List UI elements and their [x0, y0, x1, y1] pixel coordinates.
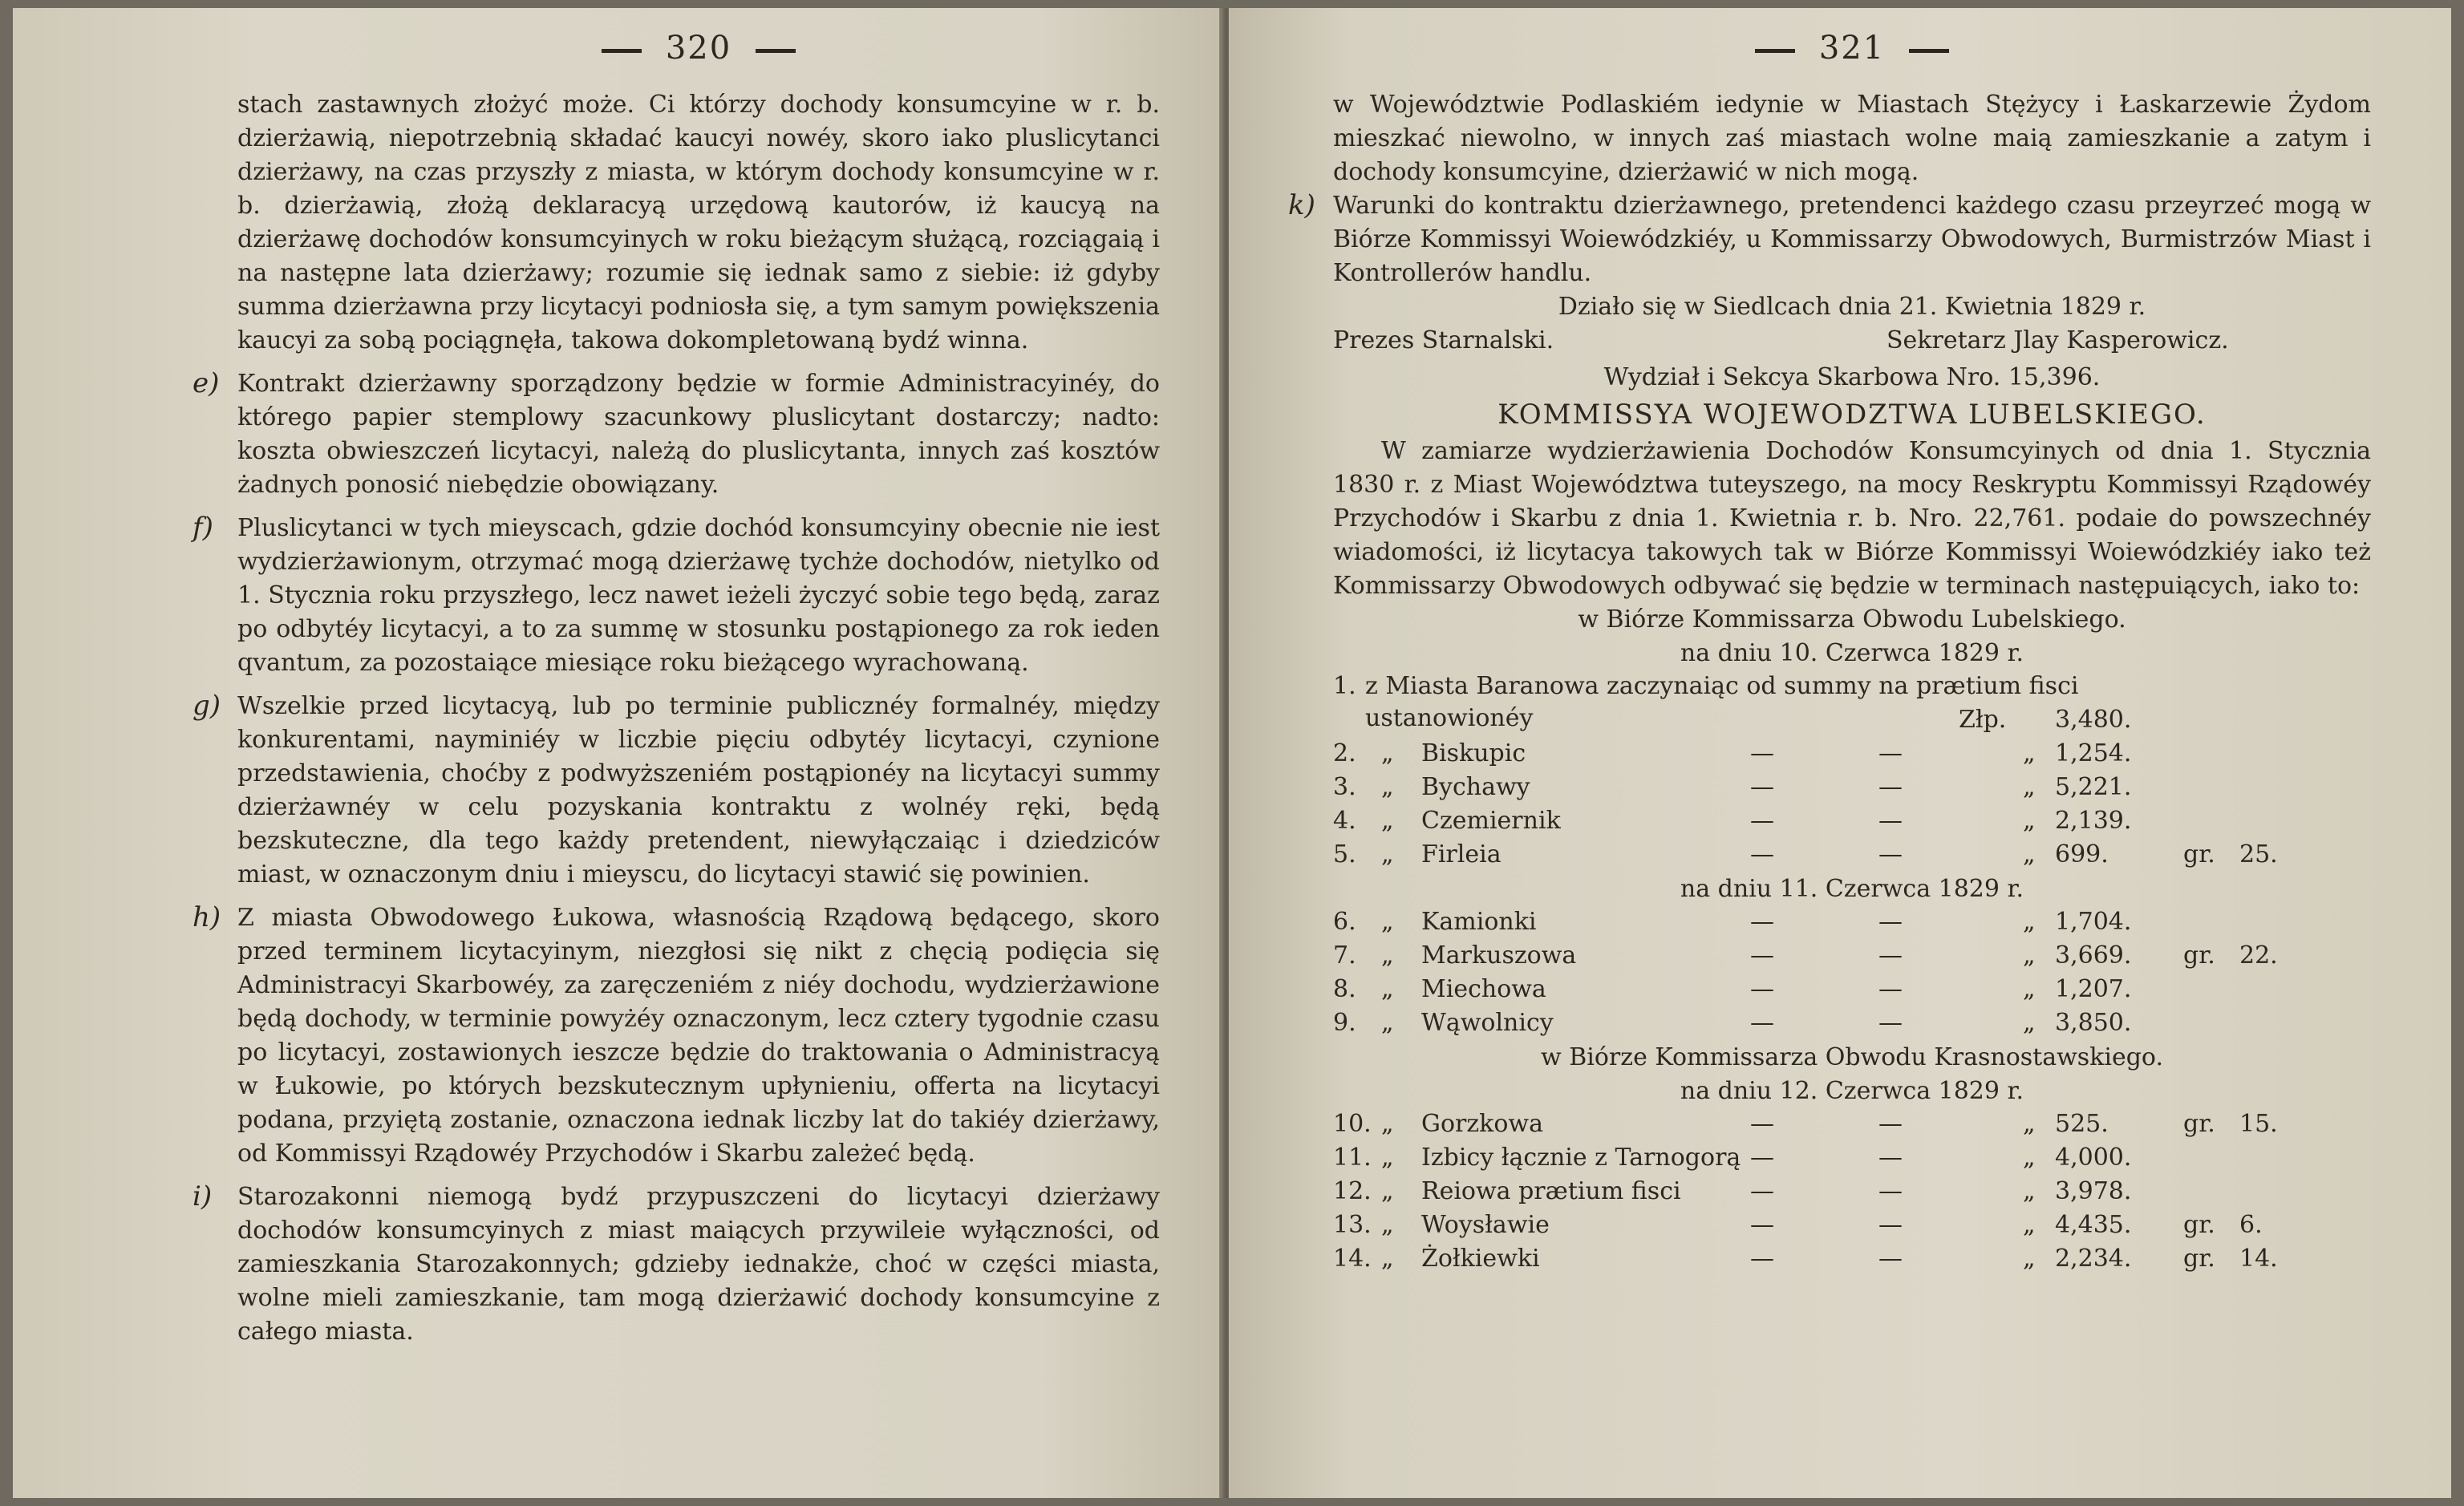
dash-mark: —	[1750, 807, 1774, 835]
dash-mark: —	[1878, 739, 1903, 767]
right-page-number: 321	[1818, 30, 1886, 67]
ditto-mark: „	[2023, 1211, 2036, 1239]
dash-mark: —	[1750, 1177, 1774, 1205]
ditto-mark: „	[1381, 1245, 1394, 1273]
row-amount: 525.	[2055, 1110, 2109, 1138]
announcement-paragraph: W zamiarze wydzierżawienia Dochodów Konsumcyinych od dnia 1. Stycznia 1830 r. z Miast Województwa tuteyszego, na mocy Reskryptu Kommissyi Rządowéy Przychodów i Skarbu z dnia 1. Kwietnia r. b. Nro. 22,761. podaie do powszechnéy wiadomości, iż licytacya takowych tak w Biórze Kommissyi Woiewódzkiéy iako też Kommissarzy Obwodowych odbywać się będzie w terminach następuiących, iako to:	[1333, 437, 2371, 600]
dated-line: Działo się w Siedlcach dnia 21. Kwietnia 1829 r.	[1558, 293, 2146, 321]
ditto-mark: „	[2023, 773, 2036, 801]
clause-label: i)	[192, 1180, 213, 1212]
auction-rows-first	[1333, 670, 2371, 872]
dash-mark: —	[1878, 941, 1903, 970]
division-line: Wydział i Sekcya Skarbowa Nro. 15,396.	[1603, 363, 2101, 391]
dash-mark: —	[1878, 908, 1903, 936]
auction-row	[1333, 1176, 2371, 1209]
dash-mark: —	[1750, 1009, 1774, 1037]
commission-title: KOMMISSYA WOJEWODZTWA LUBELSKIEGO.	[1497, 399, 2207, 431]
auction-row	[1333, 738, 2371, 771]
ditto-mark: „	[2023, 941, 2036, 970]
ditto-mark: „	[2023, 1009, 2036, 1037]
row-grosze: 25.	[2239, 840, 2278, 868]
ditto-mark: „	[1381, 1211, 1394, 1239]
ditto-mark: „	[1381, 1177, 1394, 1205]
row-town: Reiowa prætium fisci	[1421, 1177, 1681, 1205]
row-amount: 1,254.	[2055, 739, 2132, 767]
date-june-12: na dniu 12. Czerwca 1829 r.	[1680, 1077, 2024, 1105]
dash-mark: —	[1750, 975, 1774, 1003]
ditto-mark: „	[1381, 1110, 1394, 1138]
right-page-header	[1333, 24, 2371, 72]
row-grosze: 14.	[2239, 1245, 2278, 1273]
row-grosze: 6.	[2239, 1211, 2263, 1239]
president-signature: Prezes Starnalski.	[1333, 326, 1554, 354]
auction-row	[1333, 974, 2371, 1007]
ditto-mark: „	[1381, 773, 1394, 801]
dash-mark: —	[1750, 773, 1774, 801]
dash-mark: —	[1878, 1009, 1903, 1037]
auction-row	[1333, 670, 2371, 738]
dash-mark: —	[1878, 1144, 1903, 1172]
row-town: Wąwolnicy	[1421, 1009, 1554, 1037]
row-number: 3.	[1333, 773, 1356, 801]
row-number: 5.	[1333, 840, 1356, 868]
row-town: Woysławie	[1421, 1211, 1550, 1239]
gr-label: gr.	[2183, 1110, 2215, 1138]
clause-k	[1288, 189, 2371, 290]
clause-g	[192, 690, 1160, 892]
row-amount: 4,435.	[2055, 1211, 2132, 1239]
dash-mark: —	[1878, 773, 1903, 801]
auction-row	[1333, 771, 2371, 805]
ditto-mark: „	[2023, 1110, 2036, 1138]
ditto-mark: „	[1381, 1144, 1394, 1172]
clause-i	[192, 1180, 1160, 1349]
dash-mark: —	[1750, 1211, 1774, 1239]
row-number: 4.	[1333, 807, 1356, 835]
row-town: Gorzkowa	[1421, 1110, 1543, 1138]
dash-mark: —	[1750, 739, 1774, 767]
ditto-mark: „	[1381, 975, 1394, 1003]
auction-rows-second	[1333, 906, 2371, 1041]
row-number: 2.	[1333, 739, 1356, 767]
ditto-mark: „	[2023, 975, 2036, 1003]
row-amount: 4,000.	[2055, 1144, 2132, 1172]
clause-text: Warunki do kontraktu dzierżawnego, pretendenci każdego czasu przeyrzeć mogą w Biórze Kommissyi Woiewódzkiéy, u Kommissarzy Obwodowych, Burmistrzów Miast i Kontrollerów handlu.	[1333, 192, 2371, 287]
dash-mark: —	[1750, 1245, 1774, 1273]
clause-text: Starozakonni niemogą bydź przypuszczeni do licytacyi dzierżawy dochodów konsumcyinych z miast maiących przywileie wyłączności, od zamieszkania Starozakonnych; gdzieby iednakże, choć w części miasta, wolne mieli zamieszkanie, tam mogą dzierżawić dochody konsumcyine z całego miasta.	[237, 1183, 1160, 1346]
ditto-mark: „	[1381, 807, 1394, 835]
clause-label: e)	[192, 367, 220, 399]
ditto-mark: „	[2023, 1144, 2036, 1172]
auction-row	[1333, 1209, 2371, 1243]
ditto-mark: „	[2023, 840, 2036, 868]
dash-mark: —	[1878, 975, 1903, 1003]
ditto-mark: „	[1381, 941, 1394, 970]
dash-mark: —	[1878, 1211, 1903, 1239]
row-amount: 5,221.	[2055, 773, 2132, 801]
auction-row	[1333, 1243, 2371, 1277]
gr-label: gr.	[2183, 941, 2215, 970]
row-number: 1.	[1333, 672, 1356, 700]
row-amount: 2,139.	[2055, 807, 2132, 835]
row-town: Bychawy	[1421, 773, 1530, 801]
row-grosze: 22.	[2239, 941, 2278, 970]
row-amount: 699.	[2055, 840, 2109, 868]
auction-row	[1333, 940, 2371, 974]
ditto-mark: „	[1381, 1009, 1394, 1037]
row-number: 14.	[1333, 1245, 1372, 1273]
book-spread	[13, 8, 2451, 1498]
row-amount: 2,234.	[2055, 1245, 2132, 1273]
row-amount: 3,669.	[2055, 941, 2132, 970]
gr-label: gr.	[2183, 1211, 2215, 1239]
row-number: 6.	[1333, 908, 1356, 936]
secretary-signature: Sekretarz Jlay Kasperowicz.	[1886, 326, 2229, 354]
auction-row	[1333, 906, 2371, 940]
dash-mark: —	[1750, 941, 1774, 970]
ditto-mark: „	[2023, 908, 2036, 936]
ditto-mark: „	[2023, 1177, 2036, 1205]
row-number: 10.	[1333, 1110, 1372, 1138]
ditto-mark: „	[1381, 908, 1394, 936]
clause-label: g)	[192, 690, 221, 722]
office-krasnystaw: w Biórze Kommissarza Obwodu Krasnostawskiego.	[1541, 1043, 2163, 1071]
auction-row	[1333, 805, 2371, 839]
row-town: Firleia	[1421, 840, 1502, 868]
row-number: 11.	[1333, 1144, 1372, 1172]
auction-rows-third	[1333, 1108, 2371, 1277]
row-amount: 1,704.	[2055, 908, 2132, 936]
row-town: Kamionki	[1421, 908, 1537, 936]
gr-label: gr.	[2183, 1245, 2215, 1273]
dash-mark: —	[1878, 1110, 1903, 1138]
clause-h	[192, 901, 1160, 1171]
date-june-11: na dniu 11. Czerwca 1829 r.	[1680, 875, 2024, 903]
row-town: Żołkiewki	[1421, 1245, 1540, 1273]
dash-mark: —	[1750, 1144, 1774, 1172]
dash-mark: —	[1750, 1110, 1774, 1138]
currency-label: Złp.	[1959, 706, 2007, 734]
row-amount: 3,978.	[2055, 1177, 2132, 1205]
dash-mark: —	[1878, 807, 1903, 835]
auction-row	[1333, 1142, 2371, 1176]
left-page	[13, 8, 1224, 1498]
row-town: z Miasta Baranowa zaczynaiąc od summy na prætium fisci ustanowionéy	[1365, 672, 2079, 732]
date-june-10: na dniu 10. Czerwca 1829 r.	[1680, 639, 2024, 667]
gr-label: gr.	[2183, 840, 2215, 868]
row-town: Markuszowa	[1421, 941, 1577, 970]
dash-mark: —	[1750, 908, 1774, 936]
right-page	[1229, 8, 2451, 1498]
clause-label: f)	[192, 512, 213, 544]
row-number: 7.	[1333, 941, 1356, 970]
office-lublin: w Biórze Kommissarza Obwodu Lubelskiego.	[1578, 605, 2126, 634]
row-grosze: 15.	[2239, 1110, 2278, 1138]
ditto-mark: „	[2023, 807, 2036, 835]
dash-mark: —	[1750, 840, 1774, 868]
signature-line	[1333, 324, 2371, 358]
row-number: 13.	[1333, 1211, 1372, 1239]
auction-row	[1333, 839, 2371, 872]
row-town: Biskupic	[1421, 739, 1526, 767]
left-intro-paragraph: stach zastawnych złożyć może. Ci którzy dochody konsumcyine w r. b. dzierżawią, niepotrzebnią składać kaucyi nowéy, skoro iako pluslicytanci dzierżawy, na czas przyszły z miasta, w którym dochody konsumcyine w r. b. dzierżawią, złożą deklaracyą urzędową kautorów, iż kaucyą na dzierżawę dochodów konsumcyinych w roku bieżącym służącą, rozciągaią i na następne lata dzierżawy; rozumie się iednak samo z siebie: iż gdyby summa dzierżawna przy licytacyi podniosła się, a tym samym powiększenia kaucyi za sobą pociągnęła, takowa dokompletowaną bydź winna.	[237, 91, 1160, 354]
row-town: Czemiernik	[1421, 807, 1561, 835]
left-page-header	[237, 24, 1160, 72]
clause-text: Z miasta Obwodowego Łukowa, własnością Rządową będącego, skoro przed terminem licytacyinym, niezgłosi się nikt z chęcią podięcia się Administracyi Skarbowéy, za zaręczeniém z niéy dochodu, wydzierżawione będą dochody, w terminie powyżéy oznaczonym, lecz cztery tygodnie czasu po licytacyi, zostawionych ieszcze będzie do traktowania o Administracyą w Łukowie, po których bezskutecznym upłynieniu, offerta na licytacyi podana, przyiętą zostanie, oznaczona iednak liczby lat do takiéy dzierżawy, od Kommissyi Rządowéy Przychodów i Skarbu zależeć będą.	[237, 904, 1160, 1168]
row-number: 9.	[1333, 1009, 1356, 1037]
auction-row	[1333, 1108, 2371, 1142]
ditto-mark: „	[2023, 1245, 2036, 1273]
clause-label: h)	[192, 901, 221, 933]
row-amount: 3,480.	[2055, 706, 2132, 734]
row-amount: 1,207.	[2055, 975, 2132, 1003]
row-number: 8.	[1333, 975, 1356, 1003]
clause-label: k)	[1288, 189, 1315, 221]
right-intro-paragraph: w Województwie Podlaskiém iedynie w Miastach Stężycy i Łaskarzewie Żydom mieszkać niewolno, w innych zaś miastach wolne maią zamieszkanie a zatym i dochody konsumcyine, dzierżawić w nich mogą.	[1333, 91, 2371, 186]
ditto-mark: „	[1381, 840, 1394, 868]
left-page-number: 320	[665, 30, 732, 67]
dash-mark: —	[1878, 1245, 1903, 1273]
ditto-mark: „	[1381, 739, 1394, 767]
row-number: 12.	[1333, 1177, 1372, 1205]
row-amount: 3,850.	[2055, 1009, 2132, 1037]
clause-text: Pluslicytanci w tych mieyscach, gdzie dochód konsumcyiny obecnie nie iest wydzierżawionym, otrzymać mogą dzierżawę tychże dochodów, nietylko od 1. Stycznia roku przyszłego, lecz nawet ieżeli życzyć sobie tego będą, zaraz po odbytéy licytacyi, a to za summę w stosunku postąpionego za rok ieden qvantum, za pozostaiące miesiące roku bieżącego wyrachowaną.	[237, 514, 1160, 677]
dash-mark: —	[1878, 1177, 1903, 1205]
row-town: Izbicy łącznie z Tarnogorą	[1421, 1144, 1741, 1172]
row-town: Miechowa	[1421, 975, 1546, 1003]
clause-text: Kontrakt dzierżawny sporządzony będzie w formie Administracyinéy, do którego papier stemplowy szacunkowy pluslicytant dostarczy; nadto: koszta obwieszczeń licytacyi, należą do pluslicytanta, innych zaś kosztów żadnych ponosić niebędzie obowiązany.	[237, 370, 1160, 499]
ditto-mark: „	[2023, 739, 2036, 767]
clause-f	[192, 512, 1160, 680]
clause-e	[192, 367, 1160, 502]
dash-mark: —	[1878, 840, 1903, 868]
clause-text: Wszelkie przed licytacyą, lub po terminie publicznéy formalnéy, między konkurentami, nayminiéy w liczbie pięciu odbytéy licytacyi, czynione przedstawienia, choćby z podwyższeniém postąpionéy na licytacyi summy dzierżawnéy w celu pozyskania kontraktu z wolnéy ręki, będą bezskuteczne, dla tego każdy pretendent, niewyłączaiąc i dziedziców miast, w oznaczonym dniu i mieyscu, do licytacyi stawić się powinien.	[237, 692, 1160, 889]
auction-row	[1333, 1007, 2371, 1041]
